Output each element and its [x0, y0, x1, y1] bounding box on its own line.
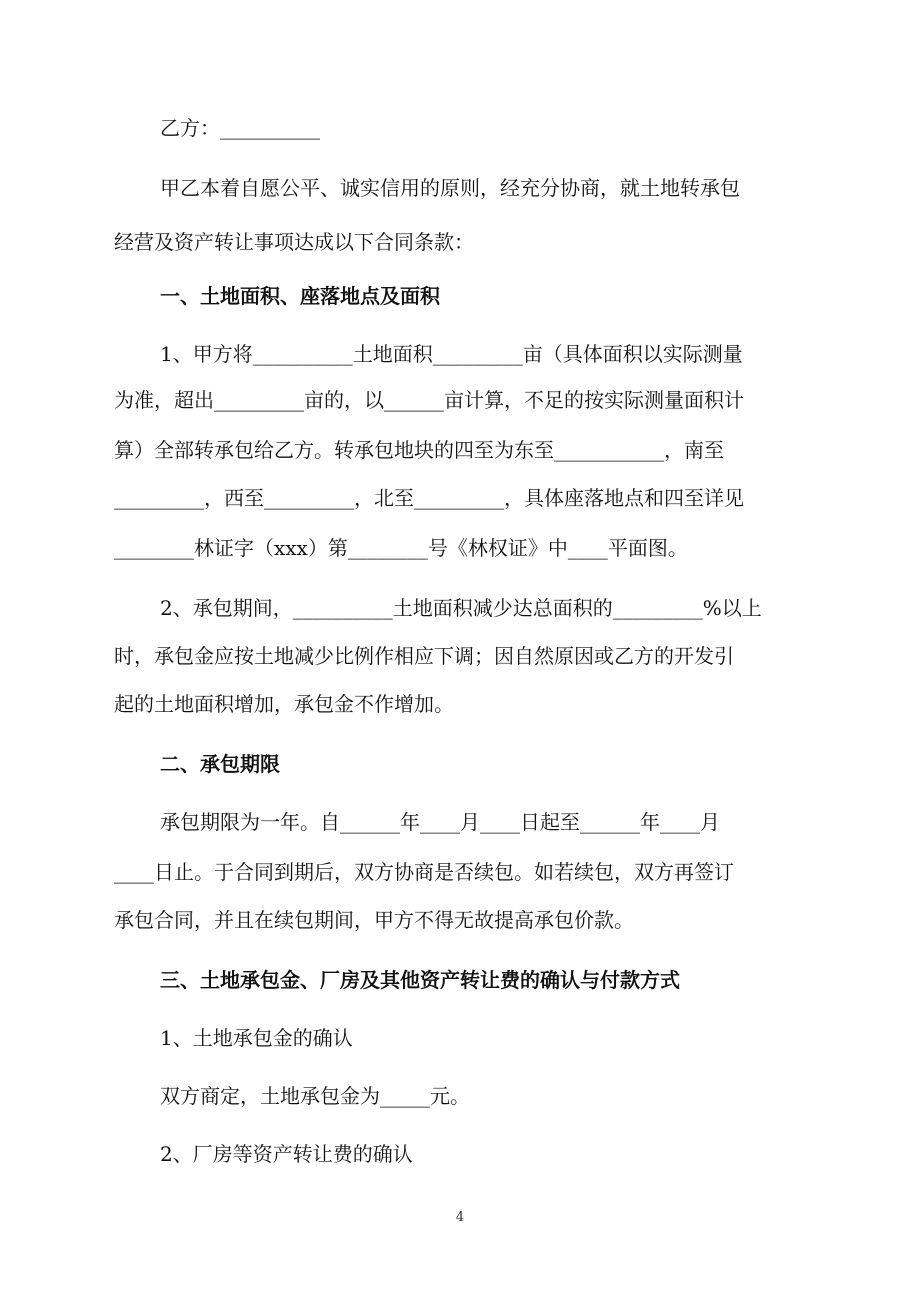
section1-item2-line-3: 起的土地面积增加，承包金不作增加。	[114, 692, 454, 716]
preamble-line-1: 甲乙本着自愿公平、诚实信用的原则，经充分协商，就土地转承包	[160, 176, 740, 200]
section2-body-line-1: 承包期限为一年。自______年____月____日起至______年____月	[160, 810, 720, 834]
section1-item1-line-4: _________，西至_________，北至_________，具体座落地点和四至详见	[114, 486, 744, 510]
section2-body-line-3: 承包合同，并且在续包期间，甲方不得无故提高承包价款。	[114, 908, 634, 932]
section1-item2-line-2: 时，承包金应按土地减少比例作相应下调；因自然原因或乙方的开发引	[114, 644, 734, 668]
section2-heading: 二、承包期限	[160, 752, 280, 776]
section1-item1-line-1: 1、甲方将__________土地面积_________亩（具体面积以实际测量	[160, 342, 743, 366]
party-b-line: 乙方：__________	[160, 116, 320, 140]
section3-heading: 三、土地承包金、厂房及其他资产转让费的确认与付款方式	[160, 968, 680, 992]
section2-body-line-2: ____日止。于合同到期后，双方协商是否续包。如若续包，双方再签订	[114, 860, 734, 884]
section1-item1-line-5: ________林证字（xxx）第________号《林权证》中____平面图。	[114, 536, 688, 560]
section1-item1-line-2: 为准，超出_________亩的，以______亩计算，不足的按实际测量面积计	[114, 388, 744, 412]
section3-sub2-title: 2、厂房等资产转让费的确认	[160, 1142, 413, 1166]
section1-heading: 一、土地面积、座落地点及面积	[160, 284, 440, 308]
section1-item2-line-1: 2、承包期间，__________土地面积减少达总面积的_________%以上	[160, 596, 762, 620]
preamble-line-2: 经营及资产转让事项达成以下合同条款：	[114, 230, 474, 254]
section3-sub1-body: 双方商定，土地承包金为_____元。	[160, 1084, 470, 1108]
section1-item1-line-3: 算）全部转承包给乙方。转承包地块的四至为东至___________，南至	[114, 438, 724, 462]
page-number: 4	[455, 1210, 465, 1225]
section3-sub1-title: 1、土地承包金的确认	[160, 1026, 353, 1050]
